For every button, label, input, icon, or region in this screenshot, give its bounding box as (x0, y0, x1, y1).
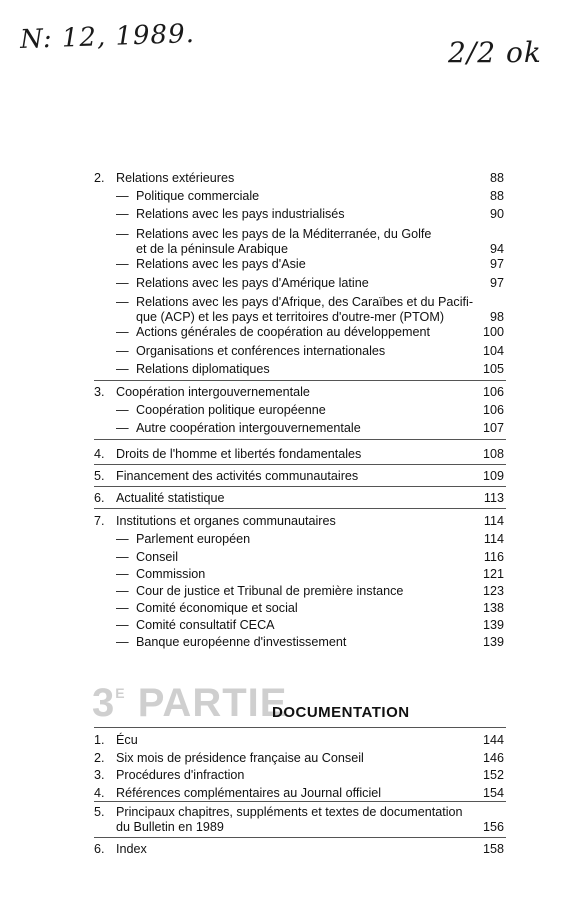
entry-page-number: 106 (482, 385, 504, 399)
entry-title: Relations avec les pays d'Afrique, des Caraïbes et du Pacifi- que (ACP) et les pays et territoires d'outre-mer (PTOM) (136, 295, 474, 324)
entry-title: Cour de justice et Tribunal de première instance (136, 584, 404, 598)
entry-dash: — (116, 532, 129, 546)
entry-title: Six mois de présidence française au Conseil (116, 751, 364, 765)
entry-title: Relations avec les pays d'Amérique latine (136, 276, 369, 290)
entry-number: 7. (94, 514, 105, 528)
entry-number: 4. (94, 786, 105, 800)
entry-dash: — (116, 295, 129, 309)
section-divider (94, 486, 506, 487)
entry-dash: — (116, 635, 129, 649)
entry-dash: — (116, 189, 129, 203)
entry-dash: — (116, 207, 129, 221)
entry-title: Banque européenne d'investissement (136, 635, 347, 649)
entry-title: Relations avec les pays de la Méditerranée, du Golfe et de la péninsule Arabique (136, 227, 432, 256)
entry-title: Principaux chapitres, suppléments et textes de documentation du Bulletin en 1989 (116, 805, 463, 834)
entry-title: Relations avec les pays industrialisés (136, 207, 345, 221)
entry-title: Actions générales de coopération au développement (136, 325, 431, 339)
entry-page-number: 116 (483, 550, 504, 564)
entry-title: Institutions et organes communautaires (116, 514, 336, 528)
part-title: DOCUMENTATION (272, 704, 410, 721)
entry-page-number: 154 (482, 786, 504, 800)
entry-page-number: 139 (482, 618, 504, 632)
entry-page-number: 123 (482, 584, 504, 598)
entry-dash: — (116, 550, 129, 564)
entry-title: Références complémentaires au Journal officiel (116, 786, 382, 800)
entry-page-number: 138 (482, 601, 504, 615)
entry-page-number: 100 (482, 325, 504, 339)
entry-number: 5. (94, 805, 105, 819)
entry-number: 3. (94, 768, 105, 782)
section-divider (94, 439, 506, 440)
entry-title: Actualité statistique (116, 491, 225, 505)
entry-number: 1. (94, 733, 105, 747)
entry-dash: — (116, 567, 129, 581)
entry-page-number: 94 (489, 242, 504, 256)
entry-number: 3. (94, 385, 105, 399)
section-divider (94, 508, 506, 509)
entry-page-number: 88 (489, 171, 504, 185)
entry-page-number: 105 (482, 362, 504, 376)
entry-page-number: 104 (482, 344, 504, 358)
entry-title: Coopération intergouvernementale (116, 385, 310, 399)
entry-page-number: 90 (489, 207, 504, 221)
section-divider (94, 837, 506, 838)
entry-page-number: 144 (482, 733, 504, 747)
part-number: $3^E$ PARTIE (92, 681, 288, 725)
entry-title: Comité consultatif CECA (136, 618, 275, 632)
entry-title: Index (116, 842, 147, 856)
entry-page-number: 114 (483, 532, 504, 546)
entry-dash: — (116, 618, 129, 632)
entry-number: 6. (94, 842, 105, 856)
entry-page-number: 108 (482, 447, 504, 461)
entry-title: Autre coopération intergouvernementale (136, 421, 361, 435)
entry-title: Relations extérieures (116, 171, 235, 185)
entry-title: Parlement européen (136, 532, 251, 546)
entry-number: 2. (94, 751, 105, 765)
entry-title: Relations diplomatiques (136, 362, 270, 376)
entry-title: Conseil (136, 550, 178, 564)
handwritten-note-right: 2/2 ok (448, 36, 542, 69)
entry-number: 2. (94, 171, 105, 185)
entry-page-number: 106 (482, 403, 504, 417)
entry-dash: — (116, 257, 129, 271)
entry-page-number: 107 (482, 421, 504, 435)
entry-dash: — (116, 344, 129, 358)
entry-title: Comité économique et social (136, 601, 298, 615)
entry-page-number: 146 (482, 751, 504, 765)
entry-dash: — (116, 276, 129, 290)
entry-page-number: 158 (482, 842, 504, 856)
entry-dash: — (116, 362, 129, 376)
entry-page-number: 152 (482, 768, 504, 782)
entry-page-number: 156 (482, 820, 504, 834)
entry-dash: — (116, 325, 129, 339)
entry-dash: — (116, 601, 129, 615)
entry-title: Relations avec les pays d'Asie (136, 257, 306, 271)
entry-page-number: 113 (483, 491, 504, 505)
entry-title: Écu (116, 733, 138, 747)
entry-page-number: 97 (489, 257, 504, 271)
entry-number: 4. (94, 447, 105, 461)
entry-title: Procédures d'infraction (116, 768, 245, 782)
handwritten-note-left: N: 12, 1989. (19, 18, 196, 56)
entry-title: Financement des activités communautaires (116, 469, 359, 483)
entry-page-number: 139 (482, 635, 504, 649)
entry-page-number: 98 (489, 310, 504, 324)
entry-page-number: 121 (482, 567, 504, 581)
entry-page-number: 109 (482, 469, 504, 483)
entry-title: Droits de l'homme et libertés fondamentales (116, 447, 362, 461)
entry-title: Politique commerciale (136, 189, 260, 203)
entry-page-number: 88 (489, 189, 504, 203)
section-divider (94, 380, 506, 381)
entry-number: 6. (94, 491, 105, 505)
entry-page-number: 114 (483, 514, 504, 528)
entry-dash: — (116, 421, 129, 435)
entry-dash: — (116, 584, 129, 598)
section-divider (94, 727, 506, 728)
section-divider (94, 464, 506, 465)
entry-title: Organisations et conférences internationales (136, 344, 386, 358)
entry-number: 5. (94, 469, 105, 483)
entry-dash: — (116, 403, 129, 417)
entry-dash: — (116, 227, 129, 241)
entry-page-number: 97 (489, 276, 504, 290)
entry-title: Commission (136, 567, 206, 581)
entry-title: Coopération politique européenne (136, 403, 326, 417)
section-divider (94, 801, 506, 802)
